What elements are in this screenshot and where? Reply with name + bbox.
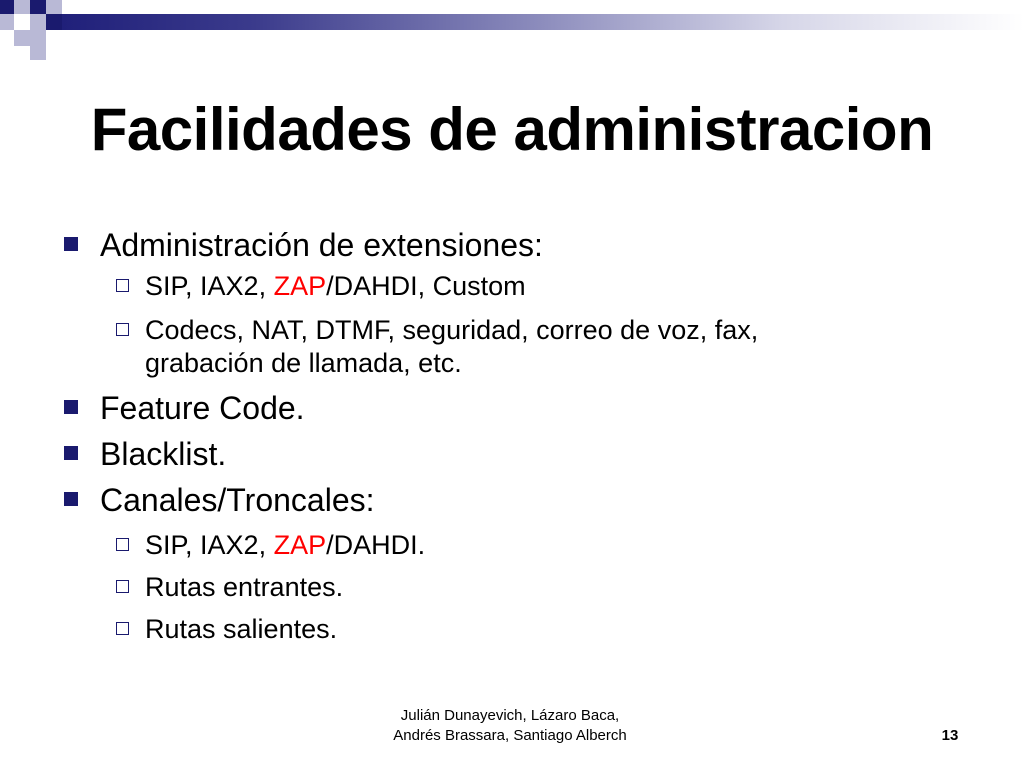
sub-bullet-item bbox=[145, 314, 758, 380]
sub-bullet-item bbox=[145, 571, 343, 604]
sub-bullet-item bbox=[145, 613, 337, 646]
hollow-square-bullet-icon bbox=[116, 580, 129, 593]
sub-bullet-text: /DAHDI, Custom bbox=[326, 271, 526, 301]
square-bullet-icon bbox=[64, 400, 78, 414]
bullet-text: Canales/Troncales: bbox=[100, 482, 375, 518]
page-number: 13 bbox=[941, 727, 959, 744]
hollow-square-bullet-icon bbox=[116, 622, 129, 635]
sub-bullet-text: Codecs, NAT, DTMF, seguridad, correo de voz, fax, bbox=[145, 315, 759, 345]
slide-footer bbox=[340, 706, 680, 746]
hollow-square-bullet-icon bbox=[116, 538, 129, 551]
bullet-item bbox=[100, 435, 226, 473]
bullet-text: Feature Code. bbox=[100, 390, 305, 426]
sub-bullet-text: Rutas salientes. bbox=[145, 614, 338, 644]
highlight-text: ZAP bbox=[273, 530, 327, 560]
bullet-text: Administración de extensiones: bbox=[100, 227, 543, 263]
sub-bullet-text: SIP, IAX2, bbox=[145, 271, 274, 301]
bullet-item bbox=[100, 226, 543, 264]
hollow-square-bullet-icon bbox=[116, 279, 129, 292]
sub-bullet-text: grabación de llamada, etc. bbox=[145, 348, 462, 378]
sub-bullet-text: Rutas entrantes. bbox=[145, 572, 344, 602]
highlight-text: ZAP bbox=[273, 271, 327, 301]
footer-authors-line1: Julián Dunayevich, Lázaro Baca, bbox=[400, 707, 620, 724]
slide-title: Facilidades de administracion bbox=[90, 96, 934, 163]
bullet-text: Blacklist. bbox=[100, 436, 227, 472]
sub-bullet-text: /DAHDI. bbox=[326, 530, 426, 560]
sub-bullet-item bbox=[145, 529, 425, 562]
square-bullet-icon bbox=[64, 492, 78, 506]
square-bullet-icon bbox=[64, 237, 78, 251]
square-bullet-icon bbox=[64, 446, 78, 460]
sub-bullet-text: SIP, IAX2, bbox=[145, 530, 274, 560]
sub-bullet-item bbox=[145, 270, 526, 303]
bullet-item bbox=[100, 389, 305, 427]
hollow-square-bullet-icon bbox=[116, 323, 129, 336]
footer-authors-line2: Andrés Brassara, Santiago Alberch bbox=[393, 727, 627, 744]
bullet-item bbox=[100, 481, 375, 519]
